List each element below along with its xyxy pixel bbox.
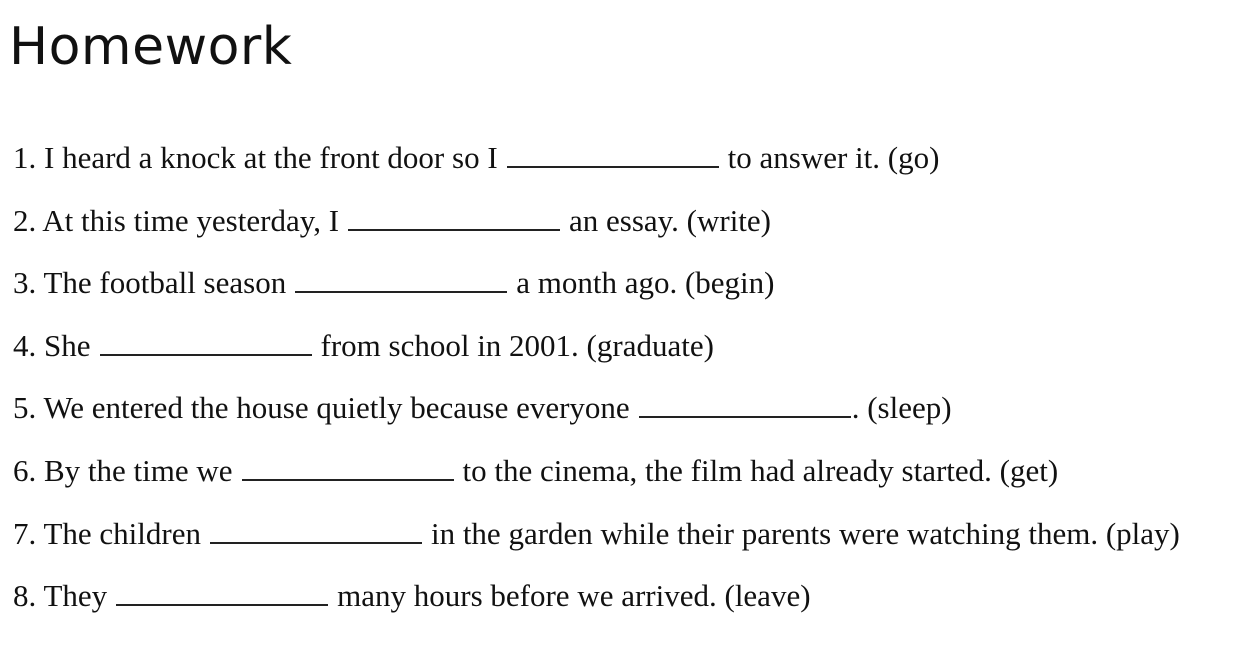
exercise-item-7 [13, 514, 1180, 577]
exercise-list [13, 138, 1180, 639]
answer-blank-6[interactable] [242, 453, 454, 481]
exercise-prompt: 1. I heard a knock at the front door so I [13, 140, 498, 175]
page-title: Homework [9, 17, 293, 77]
exercise-item-4 [13, 326, 1180, 389]
answer-blank-1[interactable] [507, 140, 719, 168]
exercise-item-2 [13, 201, 1180, 264]
exercise-prompt: 6. By the time we [13, 452, 233, 488]
answer-blank-5[interactable] [639, 390, 851, 418]
exercise-item-8 [13, 576, 1180, 639]
answer-blank-3[interactable] [295, 265, 507, 293]
exercise-prompt: 8. They [13, 578, 108, 614]
exercise-item-3 [13, 263, 1180, 326]
answer-blank-2[interactable] [348, 203, 560, 231]
answer-blank-8[interactable] [116, 578, 328, 606]
exercise-item-5 [13, 388, 1180, 451]
exercise-hint: . (sleep) [851, 390, 952, 426]
exercise-prompt: 3. The football season [13, 265, 287, 301]
exercise-item-1 [13, 138, 1180, 201]
exercise-hint: to answer it. (go) [727, 140, 940, 175]
exercise-hint: in the garden while their parents were watching them. (play) [430, 515, 1180, 551]
exercise-hint: to the cinema, the film had already started. (get) [462, 452, 1059, 488]
exercise-prompt: 7. The children [13, 515, 201, 551]
exercise-prompt: 2. At this time yesterday, I [13, 202, 340, 238]
answer-blank-7[interactable] [210, 516, 422, 544]
exercise-hint: many hours before we arrived. (leave) [337, 578, 811, 614]
exercise-prompt: 5. We entered the house quietly because everyone [13, 390, 630, 426]
answer-blank-4[interactable] [100, 328, 312, 356]
exercise-hint: a month ago. (begin) [516, 265, 775, 301]
exercise-item-6 [13, 451, 1180, 514]
exercise-hint: an essay. (write) [569, 202, 771, 238]
exercise-hint: from school in 2001. (graduate) [320, 327, 714, 363]
exercise-prompt: 4. She [13, 327, 91, 363]
